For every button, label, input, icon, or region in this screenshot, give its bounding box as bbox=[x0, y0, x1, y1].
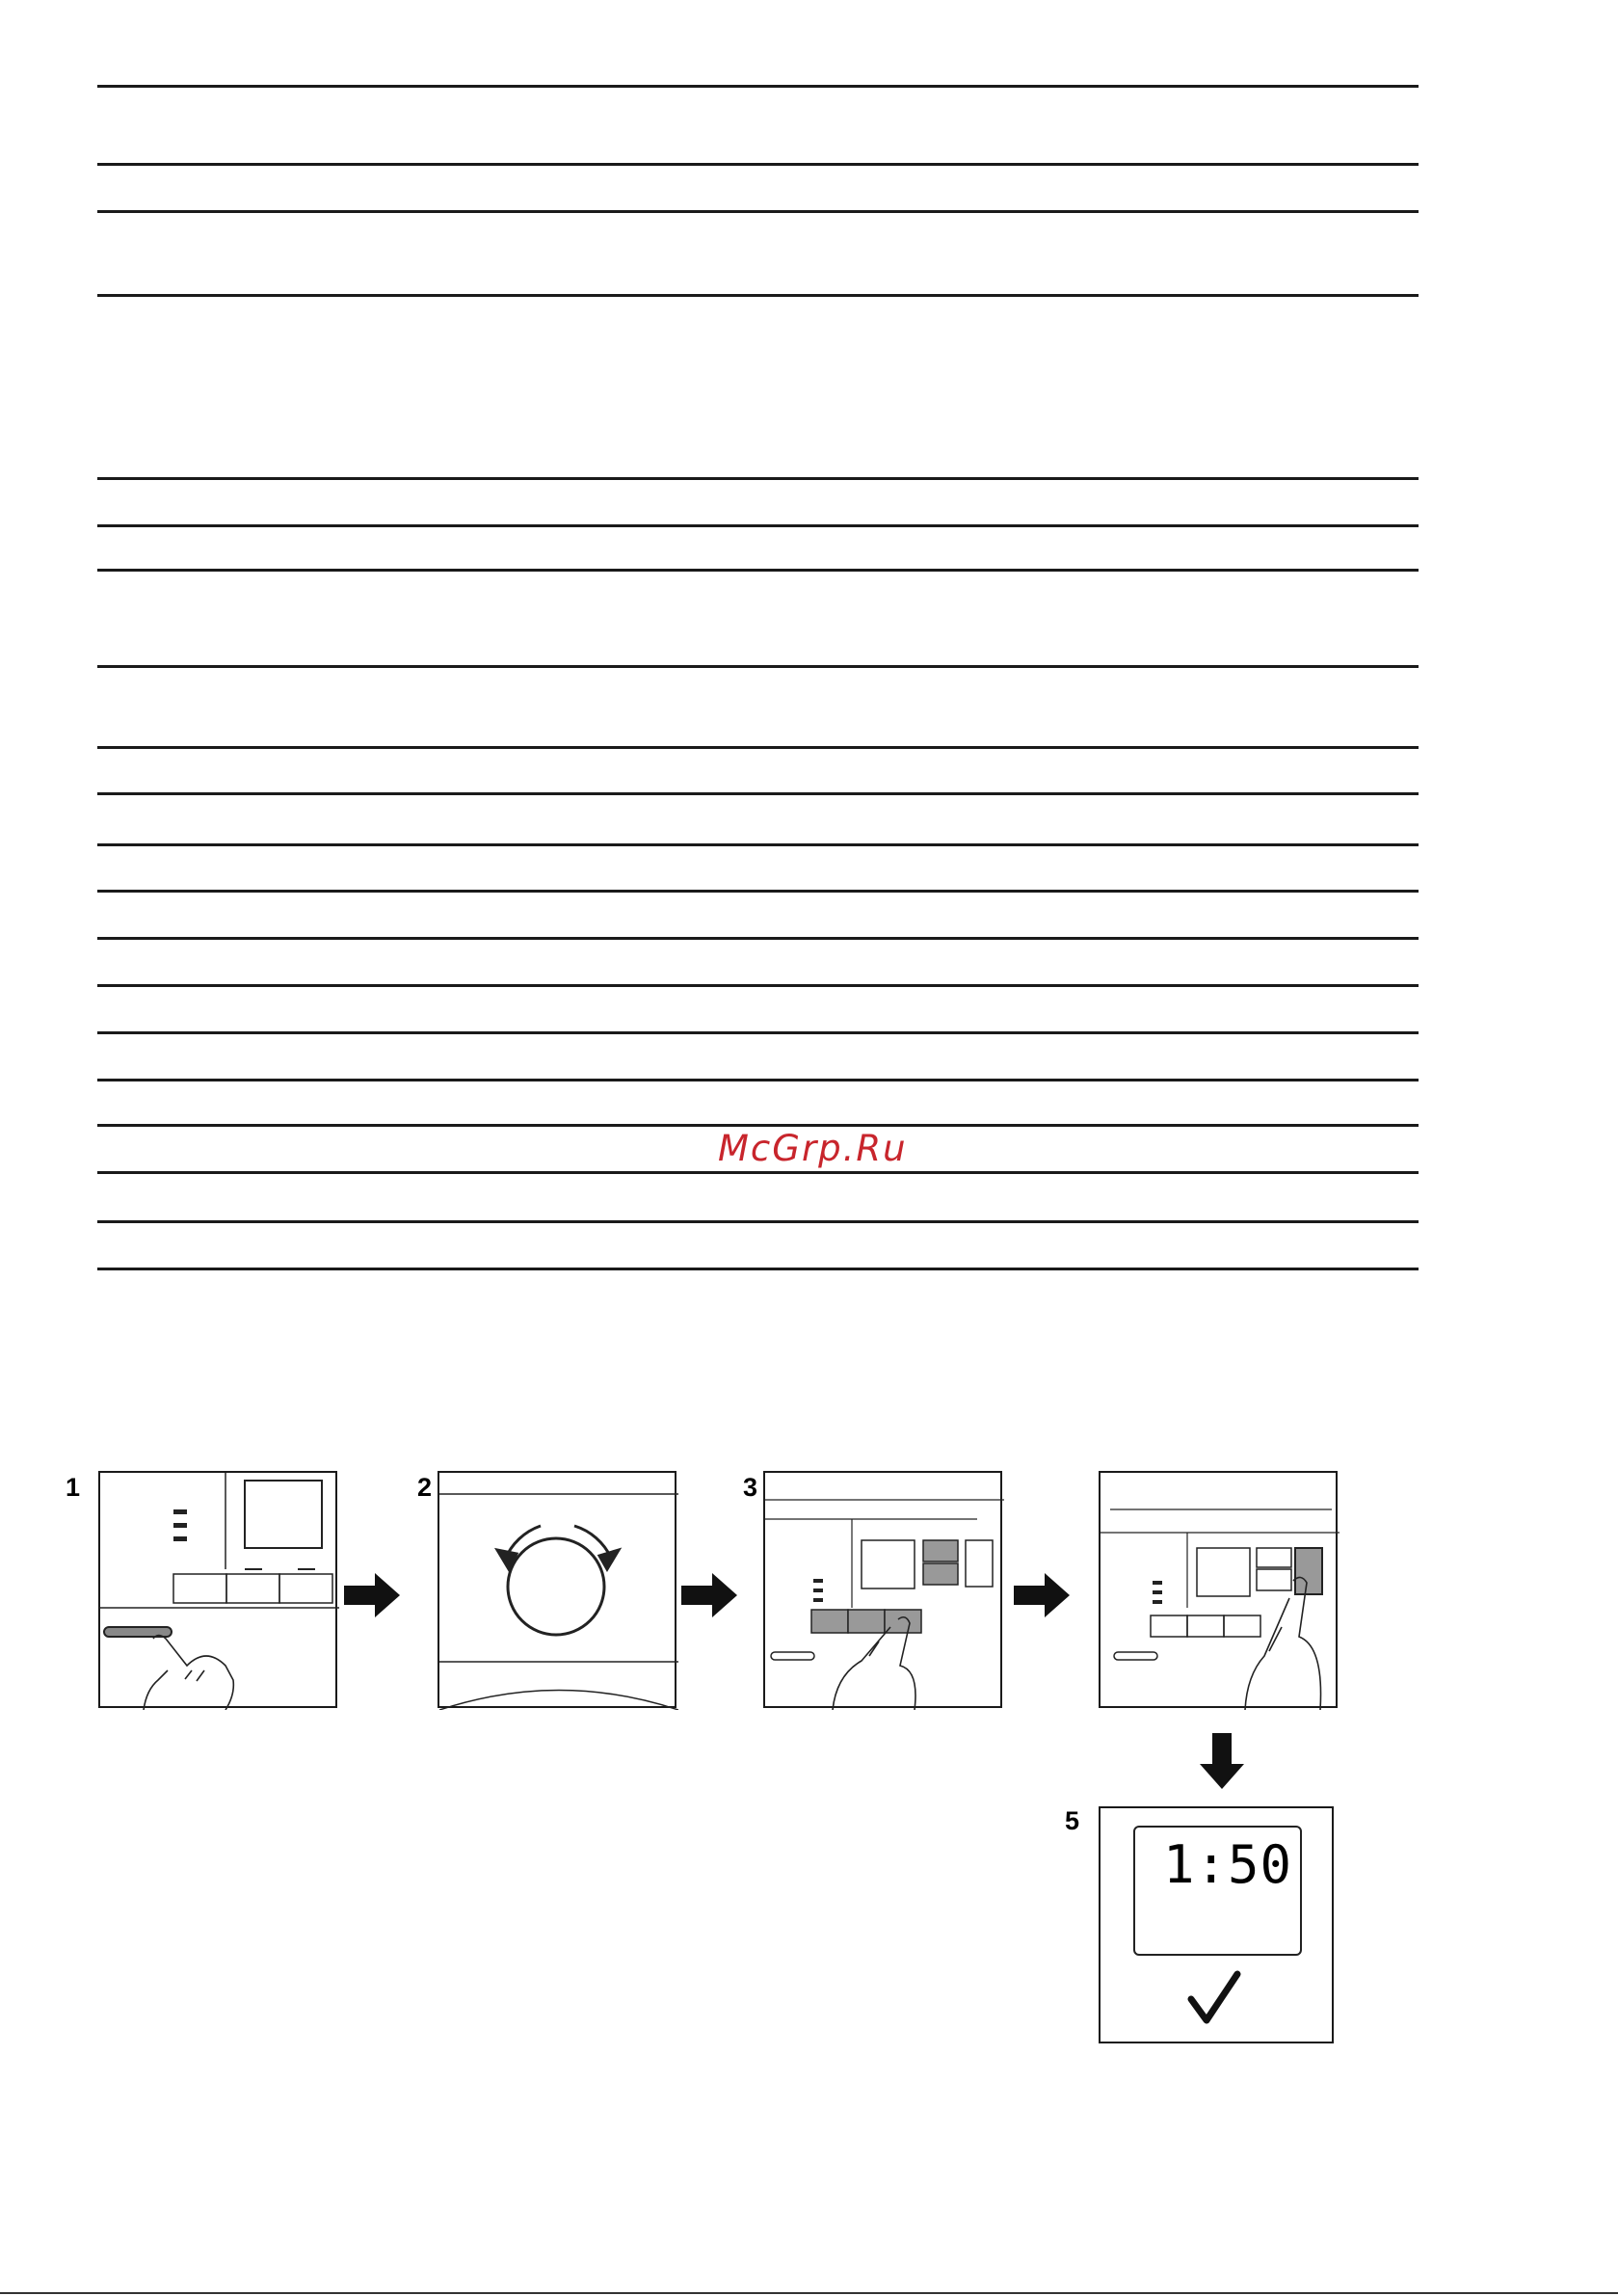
pointing-hand-icon bbox=[1245, 1577, 1321, 1710]
step-number-1: 1 bbox=[66, 1473, 81, 1502]
table-row bbox=[97, 937, 1419, 984]
arrow-right-icon bbox=[344, 1571, 404, 1619]
step-2-illustration bbox=[438, 1471, 676, 1708]
arrow-right-icon bbox=[681, 1571, 741, 1619]
table-row bbox=[97, 163, 1419, 210]
step-number-2: 2 bbox=[417, 1473, 433, 1502]
ruled-table-1 bbox=[97, 85, 1419, 572]
step-1-illustration bbox=[98, 1471, 337, 1708]
table-row bbox=[97, 524, 1419, 572]
table-row bbox=[97, 665, 1419, 746]
control-panel-drawing bbox=[100, 1473, 339, 1710]
program-dial-drawing bbox=[439, 1473, 678, 1710]
table-row bbox=[97, 1171, 1419, 1220]
pointing-hand-icon bbox=[144, 1636, 233, 1711]
arrow-down-icon bbox=[1198, 1733, 1246, 1793]
start-button-drawing bbox=[1101, 1473, 1339, 1710]
watermark: McGrp.Ru bbox=[718, 1128, 908, 1169]
table-row bbox=[97, 85, 1419, 163]
footer-rule bbox=[0, 2292, 1618, 2294]
table-row bbox=[97, 984, 1419, 1031]
table-row bbox=[97, 890, 1419, 937]
table-row bbox=[97, 210, 1419, 294]
ruled-table-2 bbox=[97, 665, 1419, 1270]
table-row bbox=[97, 1079, 1419, 1124]
table-row bbox=[97, 294, 1419, 477]
table-row bbox=[97, 792, 1419, 843]
table-row bbox=[97, 477, 1419, 524]
step-number-5: 5 bbox=[1065, 1806, 1080, 1835]
display-screen bbox=[1133, 1826, 1302, 1956]
step-5-illustration bbox=[1099, 1806, 1334, 2043]
step-number-3: 3 bbox=[743, 1473, 758, 1502]
checkmark-icon bbox=[1185, 1970, 1243, 2028]
table-row bbox=[97, 843, 1419, 890]
step-3-illustration bbox=[763, 1471, 1002, 1708]
option-buttons-drawing bbox=[765, 1473, 1004, 1710]
step-4-illustration bbox=[1099, 1471, 1338, 1708]
table-row bbox=[97, 1220, 1419, 1270]
table-row bbox=[97, 746, 1419, 792]
display-time: 1:50 bbox=[1162, 1834, 1292, 1895]
arrow-right-icon bbox=[1014, 1571, 1074, 1619]
table-row bbox=[97, 1031, 1419, 1079]
